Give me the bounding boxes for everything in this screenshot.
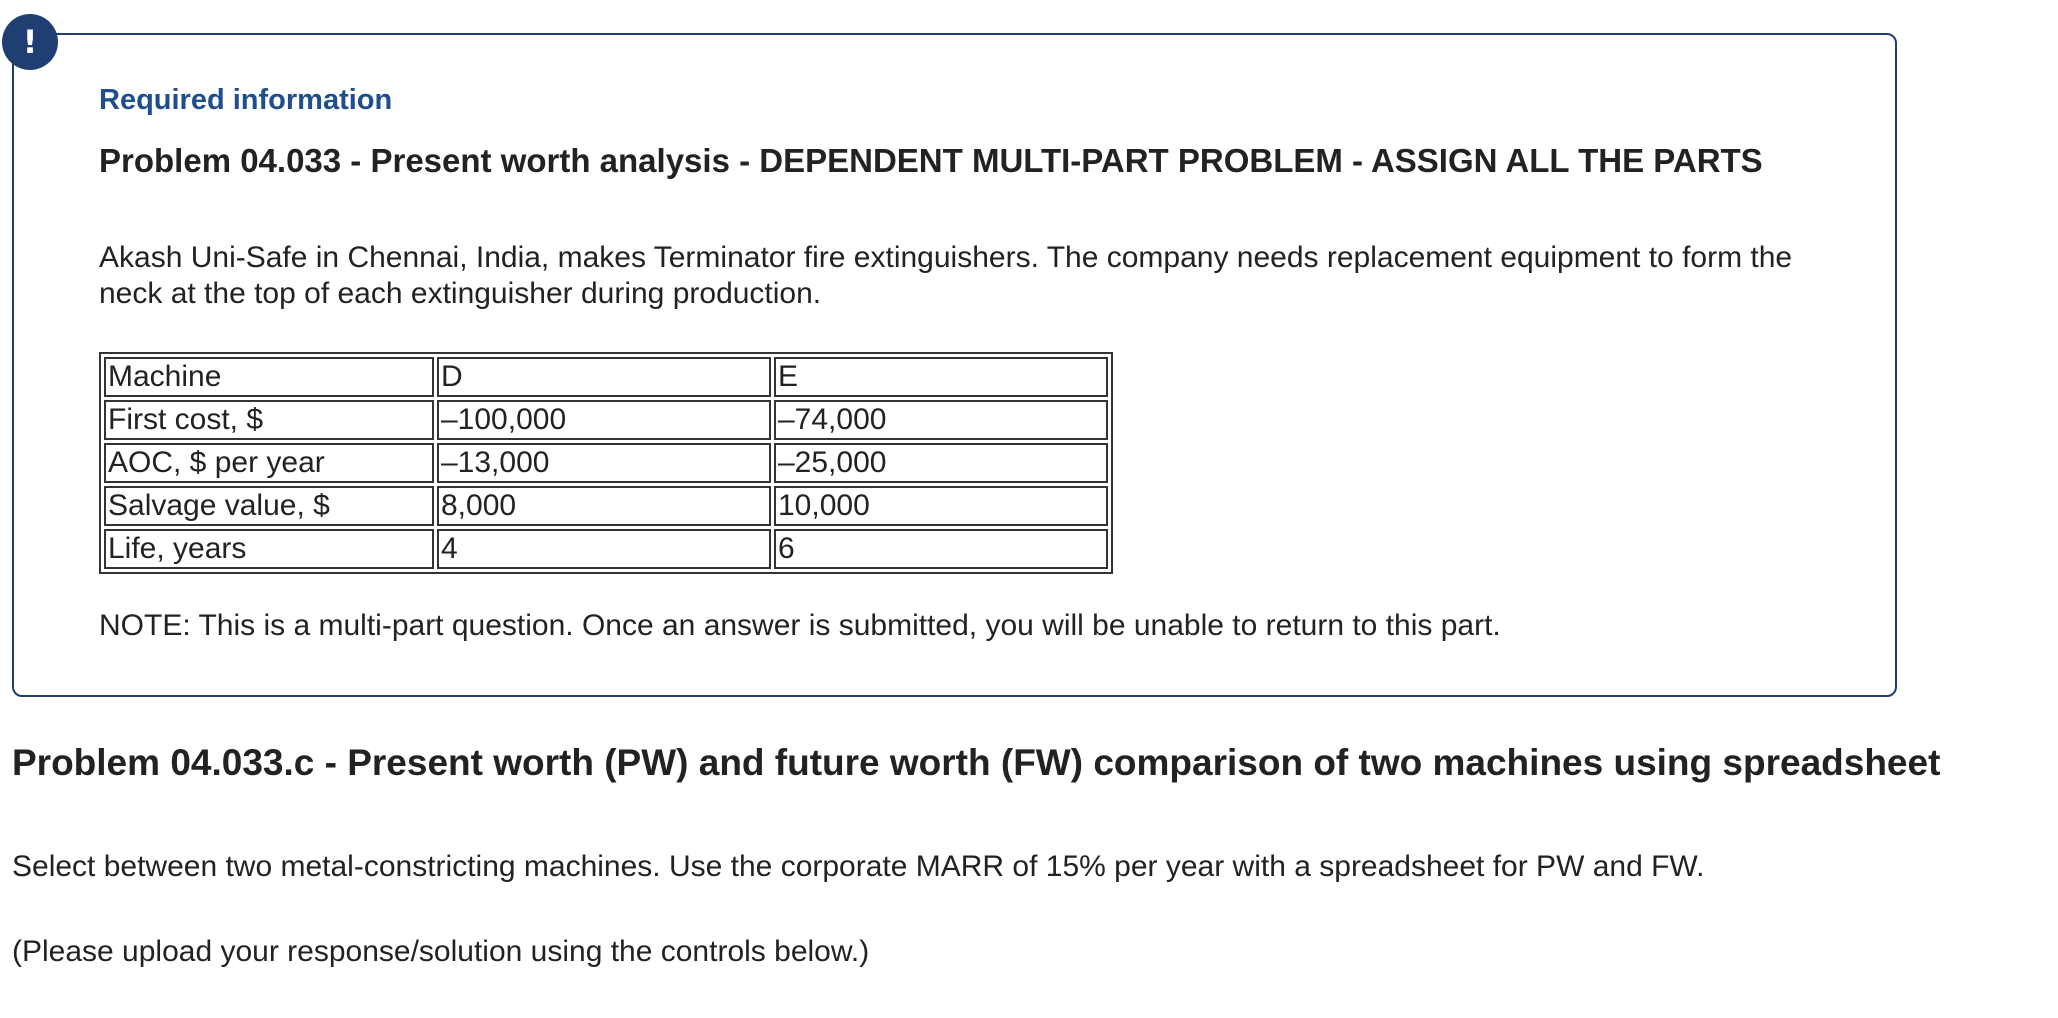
table-cell: Salvage value, $ bbox=[104, 486, 434, 526]
table-cell: 6 bbox=[774, 529, 1108, 569]
table-cell: –13,000 bbox=[437, 443, 771, 483]
required-information-title: Required information bbox=[99, 84, 393, 116]
table-cell: First cost, $ bbox=[104, 400, 434, 440]
multi-part-note: NOTE: This is a multi-part question. Once an answer is submitted, you will be unable to return to this part. bbox=[99, 609, 1501, 642]
table-cell: AOC, $ per year bbox=[104, 443, 434, 483]
problem-heading: Problem 04.033 - Present worth analysis - DEPENDENT MULTI-PART PROBLEM - ASSIGN ALL THE PARTS bbox=[99, 142, 1763, 179]
table-cell: E bbox=[774, 357, 1108, 397]
table-row bbox=[104, 443, 1108, 483]
table-row bbox=[104, 486, 1108, 526]
table-cell: Machine bbox=[104, 357, 434, 397]
problem-intro-text: Akash Uni-Safe in Chennai, India, makes Terminator fire extinguishers. The company needs replacement equipment to form the neck at the top of each extinguisher during production. bbox=[99, 241, 1793, 310]
table-cell: 8,000 bbox=[437, 486, 771, 526]
table-row bbox=[104, 400, 1108, 440]
table-row bbox=[104, 357, 1108, 397]
table-cell: –25,000 bbox=[774, 443, 1108, 483]
table-cell: Life, years bbox=[104, 529, 434, 569]
part-title: Problem 04.033.c - Present worth (PW) and future worth (FW) comparison of two machines using spreadsheet bbox=[12, 742, 1941, 783]
upload-instruction: (Please upload your response/solution using the controls below.) bbox=[12, 935, 870, 968]
part-instruction: Select between two metal-constricting machines. Use the corporate MARR of 15% per year with a spreadsheet for PW and FW. bbox=[12, 850, 1705, 883]
table-cell: –100,000 bbox=[437, 400, 771, 440]
table-row bbox=[104, 529, 1108, 569]
table-cell: 4 bbox=[437, 529, 771, 569]
table-cell: 10,000 bbox=[774, 486, 1108, 526]
table-cell: D bbox=[437, 357, 771, 397]
alert-exclamation-icon: ! bbox=[2, 14, 58, 70]
table-cell: –74,000 bbox=[774, 400, 1108, 440]
machine-data-table bbox=[99, 352, 1113, 574]
